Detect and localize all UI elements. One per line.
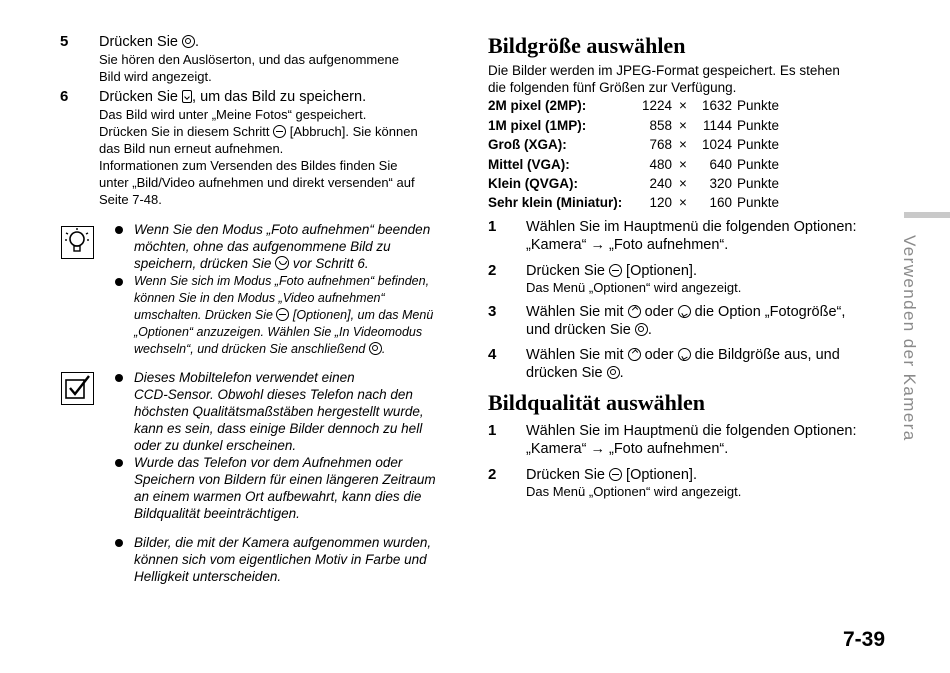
size-width: 768 xyxy=(649,137,672,152)
size-height: 1024 xyxy=(701,137,732,152)
step5-detail: Sie hören den Auslöserton, und das aufgenommene xyxy=(99,52,399,67)
note-text: Bildqualität beeinträchtigen. xyxy=(134,506,300,521)
step-text-part: die Bildgröße aus, und xyxy=(690,347,840,363)
center-key-icon xyxy=(369,342,382,355)
size-unit: Punkte xyxy=(737,98,780,113)
tip-text: können Sie in den Modus „Video aufnehmen“ xyxy=(134,291,385,305)
note-check-icon xyxy=(61,372,94,405)
step-text xyxy=(526,346,840,364)
tip-text: Wenn Sie den Modus „Foto aufnehmen“ beenden xyxy=(134,222,431,237)
save-key-icon xyxy=(182,90,192,103)
center-key-icon xyxy=(607,366,620,379)
size-width: 480 xyxy=(649,157,672,172)
soft-key-icon xyxy=(276,308,289,321)
size-width: 240 xyxy=(649,176,672,191)
size-label: 2M pixel (2MP): xyxy=(488,98,587,113)
step-text-part: Drücken Sie xyxy=(526,263,610,279)
size-width: 858 xyxy=(649,118,672,133)
step-text-part: Wählen Sie mit xyxy=(526,347,628,363)
tip-text-part: speichern, drücken Sie xyxy=(134,256,272,271)
step-text xyxy=(526,303,845,321)
nav-down-icon xyxy=(678,305,691,318)
tip-text xyxy=(134,255,369,272)
step-number: 2 xyxy=(488,262,497,279)
note-text: Helligkeit unterscheiden. xyxy=(134,569,282,584)
step-text-part: [Optionen]. xyxy=(622,263,697,279)
size-label: 1M pixel (1MP): xyxy=(488,118,587,133)
step-text: Wählen Sie im Hauptmenü die folgenden Optionen: xyxy=(526,423,857,439)
size-unit: Punkte xyxy=(737,176,780,191)
step-text-part: die Option „Fotogröße“, xyxy=(690,304,846,320)
size-height: 1144 xyxy=(702,118,732,133)
center-key-icon xyxy=(182,35,195,48)
step-number: 1 xyxy=(488,422,497,439)
note-text: an einem warmen Ort aufbewahrt, kann dies die xyxy=(134,489,422,504)
size-height: 160 xyxy=(709,195,732,210)
note-text: können sich vom eigentlichen Motiv in Farbe und xyxy=(134,552,427,567)
note-text: Bilder, die mit der Kamera aufgenommen wurden, xyxy=(134,535,432,550)
tip-text-part: . xyxy=(381,342,386,356)
step-number: 2 xyxy=(488,466,497,483)
size-height: 320 xyxy=(709,176,732,191)
tip-text: möchten, ohne das aufgenommene Bild zu xyxy=(134,239,391,254)
size-times: × xyxy=(679,176,687,191)
size-unit: Punkte xyxy=(737,157,780,172)
step-detail: Das Menü „Optionen“ wird angezeigt. xyxy=(526,280,742,295)
step-text: „Kamera“ → „Foto aufnehmen“. xyxy=(526,237,729,253)
nav-down-icon xyxy=(678,348,691,361)
side-tab-bar xyxy=(904,212,950,218)
tip-text-part: wechseln“, und drücken Sie anschließend xyxy=(134,342,366,356)
step-text-part: und drücken Sie xyxy=(526,322,635,338)
step-text-part: . xyxy=(647,322,652,338)
step6-line1 xyxy=(99,88,366,106)
step6-detail: Informationen zum Versenden des Bildes finden Sie xyxy=(99,158,398,173)
tip-text-part: [Optionen], um das Menü xyxy=(289,308,434,322)
note-text: Wurde das Telefon vor dem Aufnehmen oder xyxy=(134,455,403,470)
step6-detail: unter „Bild/Video aufnehmen und direkt versenden“ auf xyxy=(99,175,415,190)
tip-text xyxy=(134,341,385,358)
size-width: 120 xyxy=(649,195,672,210)
tip-text: Wenn Sie sich im Modus „Foto aufnehmen“ befinden, xyxy=(134,274,430,288)
center-key-icon xyxy=(635,323,648,336)
soft-key-icon xyxy=(273,125,286,138)
step-text-part: Drücken Sie xyxy=(526,467,610,483)
size-times: × xyxy=(679,157,687,172)
side-tab-label xyxy=(898,235,926,442)
end-key-icon xyxy=(275,256,289,270)
step-number: 5 xyxy=(60,33,69,50)
note-text: CCD-Sensor. Obwohl dieses Telefon nach den xyxy=(134,387,413,402)
size-times: × xyxy=(679,98,687,113)
step6-detail: Seite 7-48. xyxy=(99,192,162,207)
bullet-icon xyxy=(115,539,123,547)
step6-detail xyxy=(99,124,418,141)
size-unit: Punkte xyxy=(737,118,780,133)
step-text-part: [Optionen]. xyxy=(622,467,697,483)
step-text: , um das Bild zu speichern. xyxy=(192,89,367,105)
bullet-icon xyxy=(115,278,123,286)
bullet-icon xyxy=(115,226,123,234)
page-number: 7-39 xyxy=(843,628,886,651)
note-text: Dieses Mobiltelefon verwendet einen xyxy=(134,370,355,385)
nav-up-icon xyxy=(628,305,641,318)
step-text: [Abbruch]. Sie können xyxy=(286,124,418,139)
note-text: kann es sein, dass einige Bilder dennoch zu hell xyxy=(134,421,423,436)
size-width: 1224 xyxy=(641,98,672,113)
step-text: „Kamera“ → „Foto aufnehmen“. xyxy=(526,441,729,457)
step-text: . xyxy=(195,34,200,50)
bullet-icon xyxy=(115,459,123,467)
note-text: oder zu dunkel erscheinen. xyxy=(134,438,297,453)
size-times: × xyxy=(679,137,687,152)
soft-key-icon xyxy=(609,264,622,277)
step-text: Drücken Sie xyxy=(99,89,183,105)
step-text-part: oder xyxy=(640,347,678,363)
step-text-part: . xyxy=(619,365,624,381)
size-label: Klein (QVGA): xyxy=(488,176,578,191)
tip-text-part: vor Schritt 6. xyxy=(289,256,369,271)
size-height: 1632 xyxy=(701,98,732,113)
step-number: 3 xyxy=(488,303,497,320)
step5-line1 xyxy=(99,33,199,51)
section-heading: Bildqualität auswählen xyxy=(488,390,706,415)
step-detail: Das Menü „Optionen“ wird angezeigt. xyxy=(526,484,742,499)
intro-text: Die Bilder werden im JPEG-Format gespeichert. Es stehen xyxy=(488,63,840,78)
soft-key-icon xyxy=(609,468,622,481)
size-unit: Punkte xyxy=(737,137,780,152)
size-times: × xyxy=(679,118,687,133)
step-number: 6 xyxy=(60,88,69,105)
step5-detail: Bild wird angezeigt. xyxy=(99,69,212,84)
note-text: Speichern von Bildern für einen längeren Zeitraum xyxy=(134,472,436,487)
size-unit: Punkte xyxy=(737,195,780,210)
step-number: 4 xyxy=(488,346,497,363)
tip-text xyxy=(134,307,433,324)
nav-up-icon xyxy=(628,348,641,361)
side-tab-text: Verwenden der Kamera xyxy=(900,235,919,442)
size-label: Sehr klein (Miniatur): xyxy=(488,195,623,210)
tip-icon xyxy=(61,226,94,259)
tip-text: „Optionen“ anzuzeigen. Wählen Sie „In Videomodus xyxy=(134,325,423,339)
step-text: Drücken Sie in diesem Schritt xyxy=(99,124,270,139)
bullet-icon xyxy=(115,374,123,382)
step-text xyxy=(526,364,624,382)
step6-detail: Das Bild wird unter „Meine Fotos“ gespeichert. xyxy=(99,107,367,122)
section-heading: Bildgröße auswählen xyxy=(488,33,686,58)
size-label: Groß (XGA): xyxy=(488,137,567,152)
step-text-part: drücken Sie xyxy=(526,365,607,381)
step6-detail: das Bild nun erneut aufnehmen. xyxy=(99,141,284,156)
step-text xyxy=(526,321,652,339)
step-number: 1 xyxy=(488,218,497,235)
tip-text-part: umschalten. Drücken Sie xyxy=(134,308,273,322)
size-label: Mittel (VGA): xyxy=(488,157,570,172)
step-text-part: oder xyxy=(640,304,678,320)
size-times: × xyxy=(679,195,687,210)
intro-text: die folgenden fünf Größen zur Verfügung. xyxy=(488,80,737,95)
step-text-part: Wählen Sie mit xyxy=(526,304,628,320)
note-text: höchsten Qualitätsmaßstäben hergestellt wurde, xyxy=(134,404,424,419)
size-height: 640 xyxy=(709,157,732,172)
step-text xyxy=(526,262,697,280)
step-text: Wählen Sie im Hauptmenü die folgenden Optionen: xyxy=(526,219,857,235)
step-text: Drücken Sie xyxy=(99,34,183,50)
step-text xyxy=(526,466,697,484)
